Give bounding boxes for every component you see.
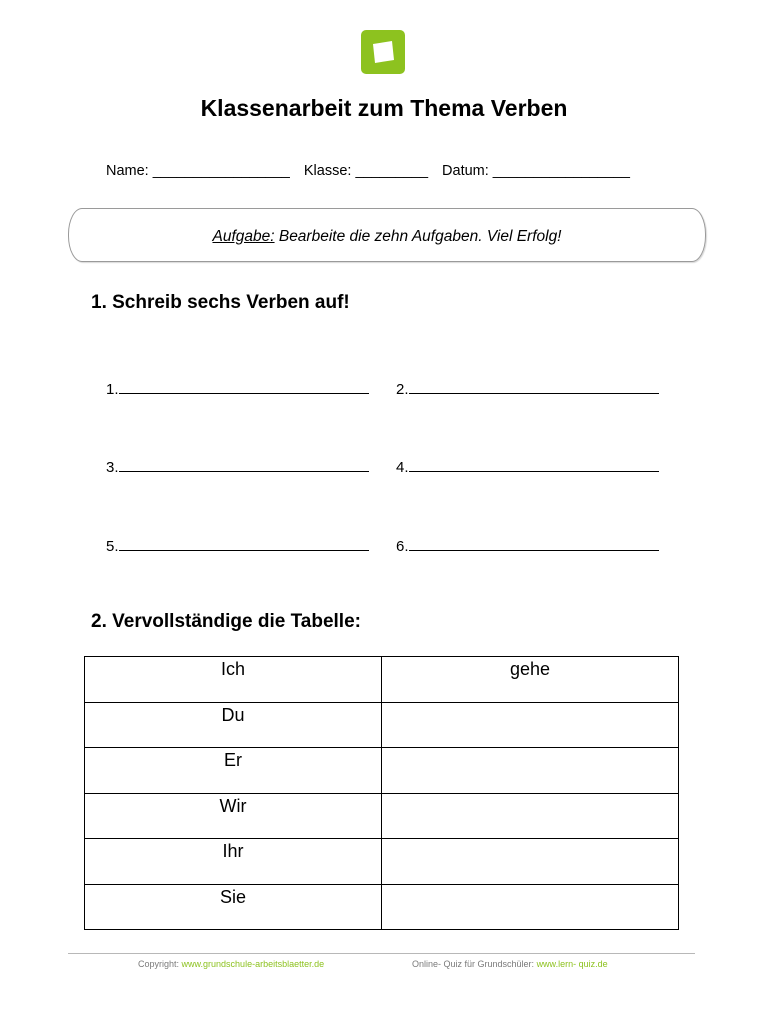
answer-number: 3. bbox=[106, 459, 119, 476]
answer-line-2 bbox=[396, 379, 659, 398]
verb-cell: gehe bbox=[382, 657, 679, 703]
task-box bbox=[68, 208, 706, 262]
footer-copyright bbox=[138, 959, 324, 969]
pronoun-cell: Sie bbox=[85, 884, 382, 930]
table-row bbox=[85, 793, 679, 839]
answer-blank bbox=[119, 379, 369, 394]
answer-number: 5. bbox=[106, 538, 119, 555]
verb-cell bbox=[382, 884, 679, 930]
page-icon bbox=[361, 30, 405, 74]
class-field: Klasse: _________ bbox=[303, 163, 429, 179]
answer-line-5 bbox=[106, 536, 369, 555]
answer-number: 6. bbox=[396, 538, 409, 555]
pronoun-cell: Ihr bbox=[85, 839, 382, 885]
footer-copyright-label: Copyright: bbox=[138, 959, 182, 969]
verb-cell bbox=[382, 839, 679, 885]
conjugation-table bbox=[84, 656, 679, 930]
answer-line-1 bbox=[106, 379, 369, 398]
pronoun-cell: Er bbox=[85, 748, 382, 794]
answer-number: 1. bbox=[106, 381, 119, 398]
answer-number: 4. bbox=[396, 459, 409, 476]
task-instruction bbox=[69, 228, 705, 246]
footer-quiz bbox=[412, 959, 608, 969]
answer-blank bbox=[409, 379, 659, 394]
table-row bbox=[85, 702, 679, 748]
answer-line-3 bbox=[106, 457, 369, 476]
answer-blank bbox=[409, 536, 659, 551]
table-row bbox=[85, 839, 679, 885]
table-row bbox=[85, 748, 679, 794]
table-row bbox=[85, 657, 679, 703]
footer-divider bbox=[68, 953, 695, 954]
answer-number: 2. bbox=[396, 381, 409, 398]
pronoun-cell: Wir bbox=[85, 793, 382, 839]
date-field: Datum: _________________ bbox=[442, 163, 630, 179]
section-2-heading: 2. Vervollständige die Tabelle: bbox=[91, 611, 361, 632]
section-1-heading: 1. Schreib sechs Verben auf! bbox=[91, 292, 350, 313]
student-info-line bbox=[106, 163, 640, 179]
verb-cell bbox=[382, 793, 679, 839]
answer-blank bbox=[409, 457, 659, 472]
answer-line-6 bbox=[396, 536, 659, 555]
name-field: Name: _________________ bbox=[106, 163, 290, 179]
answer-blank bbox=[119, 536, 369, 551]
footer-copyright-link[interactable]: www.grundschule-arbeitsblaetter.de bbox=[181, 959, 325, 969]
footer-quiz-label: Online- Quiz für Grundschüler: bbox=[412, 959, 537, 969]
verb-cell bbox=[382, 702, 679, 748]
footer-quiz-link[interactable]: www.lern- quiz.de bbox=[536, 959, 608, 969]
logo bbox=[361, 30, 405, 74]
verb-cell bbox=[382, 748, 679, 794]
answer-line-4 bbox=[396, 457, 659, 476]
table-row bbox=[85, 884, 679, 930]
task-text: Bearbeite die zehn Aufgaben. Viel Erfolg! bbox=[274, 228, 562, 245]
task-label: Aufgabe: bbox=[212, 228, 275, 245]
pronoun-cell: Ich bbox=[85, 657, 382, 703]
pronoun-cell: Du bbox=[85, 702, 382, 748]
answer-blank bbox=[119, 457, 369, 472]
page-title: Klassenarbeit zum Thema Verben bbox=[200, 95, 568, 121]
